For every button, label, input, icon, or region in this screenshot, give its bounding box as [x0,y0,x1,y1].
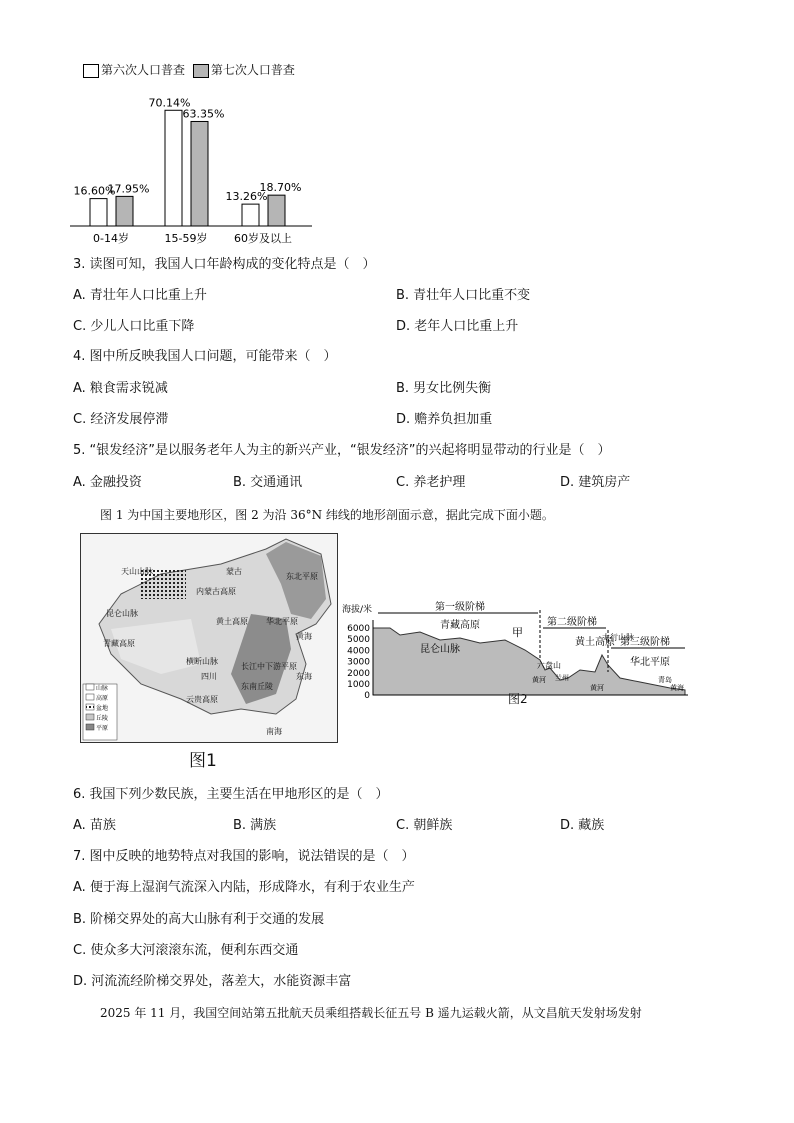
map-label-0: 天山山脉 [121,567,153,576]
map-legend-swatch-2 [86,704,94,710]
q3-stem: 3. 读图可知，我国人口年龄构成的变化特点是（ ） [73,257,376,272]
profile-caption: 图2 [508,692,528,706]
profile-ytick-1: 5000 [347,635,370,646]
q4-stem: 4. 图中所反映我国人口问题，可能带来（ ） [73,349,337,364]
bar-0-0 [90,199,107,226]
profile-label-0: 青藏高原 [440,620,480,631]
q5-option-c[interactable]: C. 养老护理 [396,475,466,490]
map-legend-label-3: 丘陵 [96,715,109,722]
bar-2-1 [268,195,285,226]
q3-option-d[interactable]: D. 老年人口比重上升 [396,319,519,334]
profile-label-5: 六盘山 [537,661,561,670]
map-legend-label-2: 盆地 [96,705,109,712]
map-label-14: 云贵高原 [186,695,218,704]
profile-label-9: 黄河 [590,684,604,692]
map-label-6: 黄土高原 [216,617,248,626]
bar-2-0 [242,204,259,226]
profile-ytick-0: 6000 [347,624,370,634]
map-label-2: 蒙古 [226,567,242,576]
profile-label-1: 甲 [512,626,523,639]
profile-step-0: 第一级阶梯 [435,602,485,613]
map-caption: 图1 [189,751,217,771]
profile-label-8: 兰州 [555,674,569,682]
q7-option-d[interactable]: D. 河流流经阶梯交界处，落差大，水能资源丰富 [73,974,352,989]
legend-swatch-sixth [83,64,99,78]
map-label-10: 四川 [201,672,217,681]
bar-0-1 [116,196,133,226]
map-label-4: 昆仑山脉 [106,609,138,618]
bar-label-1-1: 63.35% [182,107,225,121]
map-label-13: 东南丘陵 [241,682,273,691]
profile-label-10: 青岛 [658,676,672,684]
map-legend-label-1: 高原 [96,695,109,702]
profile-label-7: 黄河 [532,676,546,684]
category-label-2: 60岁及以上 [234,232,292,245]
legend-label-seventh: 第七次人口普查 [210,63,295,77]
q7-option-c[interactable]: C. 使众多大河滚滚东流，便利东西交通 [73,943,299,958]
map-legend-swatch-0 [86,684,94,690]
map-label-15: 南海 [266,727,282,736]
profile-ylabel: 海拔/米 [342,605,373,615]
legend-label-sixth: 第六次人口普查 [101,63,186,77]
profile-ytick-2: 4000 [347,646,370,657]
map-label-1: 东北平原 [286,572,318,581]
q6-option-b[interactable]: B. 满族 [233,818,277,833]
q3-option-b[interactable]: B. 青壮年人口比重不变 [396,288,531,303]
profile-label-2: 昆仑山脉 [420,644,460,655]
q4-option-c[interactable]: C. 经济发展停滞 [73,412,169,427]
map-label-9: 横断山脉 [186,657,218,666]
q3-option-c[interactable]: C. 少儿人口比重下降 [73,319,195,334]
q5-option-b[interactable]: B. 交通通讯 [233,475,303,490]
map-label-12: 东海 [296,672,312,681]
intro-text: 图 1 为中国主要地形区，图 2 为沿 36°N 纬线的地形剖面示意，据此完成下面小题。 [100,508,554,522]
profile-label-4: 太行山脉 [602,633,634,642]
profile-step-2: 第三级阶梯 [620,637,670,648]
q3-option-a[interactable]: A. 青壮年人口比重上升 [73,288,207,303]
chart-legend [83,61,295,79]
profile-label-6: 华北平原 [630,657,670,668]
map-legend-label-0: 山脉 [96,685,109,692]
profile-step-1: 第二级阶梯 [547,617,597,628]
map-legend-swatch-1 [86,694,94,700]
map-label-7: 华北平原 [266,617,298,626]
next-passage: 2025 年 11 月，我国空间站第五批航天员乘组搭载长征五号 B 遥九运载火箭，从文昌航天发射场发射 [100,1006,642,1020]
bar-1-1 [191,121,208,226]
bar-1-0 [165,110,182,226]
q5-option-a[interactable]: A. 金融投资 [73,475,142,490]
q4-option-a[interactable]: A. 粮食需求锐减 [73,381,168,396]
profile-label-3: 黄土高原 [575,637,615,648]
bar-label-0-0: 16.60% [73,184,116,198]
bar-label-1-0: 70.14% [148,96,191,110]
bar-label-2-1: 18.70% [259,181,302,195]
q6-option-c[interactable]: C. 朝鲜族 [396,818,453,833]
profile-ytick-3: 3000 [347,657,370,668]
q7-stem: 7. 图中反映的地势特点对我国的影响，说法错误的是（ ） [73,849,415,864]
map-legend-swatch-4 [86,724,94,730]
profile-ytick-6: 0 [364,691,370,702]
map-label-3: 内蒙古高原 [196,587,236,596]
q6-option-a[interactable]: A. 苗族 [73,818,116,833]
q6-stem: 6. 我国下列少数民族，主要生活在甲地形区的是（ ） [73,787,389,802]
profile-label-11: 黄海 [670,684,684,692]
q5-option-d[interactable]: D. 建筑房产 [560,475,631,490]
category-label-1: 15-59岁 [164,232,208,245]
bar-label-0-1: 17.95% [107,182,150,196]
map-legend-swatch-3 [86,714,94,720]
profile-ytick-5: 1000 [347,680,370,690]
q7-option-a[interactable]: A. 便于海上湿润气流深入内陆，形成降水，有利于农业生产 [73,880,415,895]
map-label-8: 黄海 [296,632,312,641]
map-legend-label-4: 平原 [96,725,109,732]
q6-option-d[interactable]: D. 藏族 [560,818,605,833]
q5-stem: 5. “银发经济”是以服务老年人为主的新兴产业，“银发经济”的兴起将明显带动的行业是（ ） [73,443,611,458]
q7-option-b[interactable]: B. 阶梯交界处的高大山脉有利于交通的发展 [73,912,325,927]
population-bar-chart [60,90,320,250]
q4-option-b[interactable]: B. 男女比例失衡 [396,381,492,396]
map-label-11: 长江中下游平原 [241,662,297,671]
china-terrain-map [80,533,338,743]
category-label-0: 0-14岁 [93,232,129,245]
map-label-5: 青藏高原 [103,639,135,648]
profile-ytick-4: 2000 [347,668,370,679]
q4-option-d[interactable]: D. 赡养负担加重 [396,412,493,427]
bar-label-2-0: 13.26% [225,190,268,204]
legend-swatch-seventh [193,64,209,78]
